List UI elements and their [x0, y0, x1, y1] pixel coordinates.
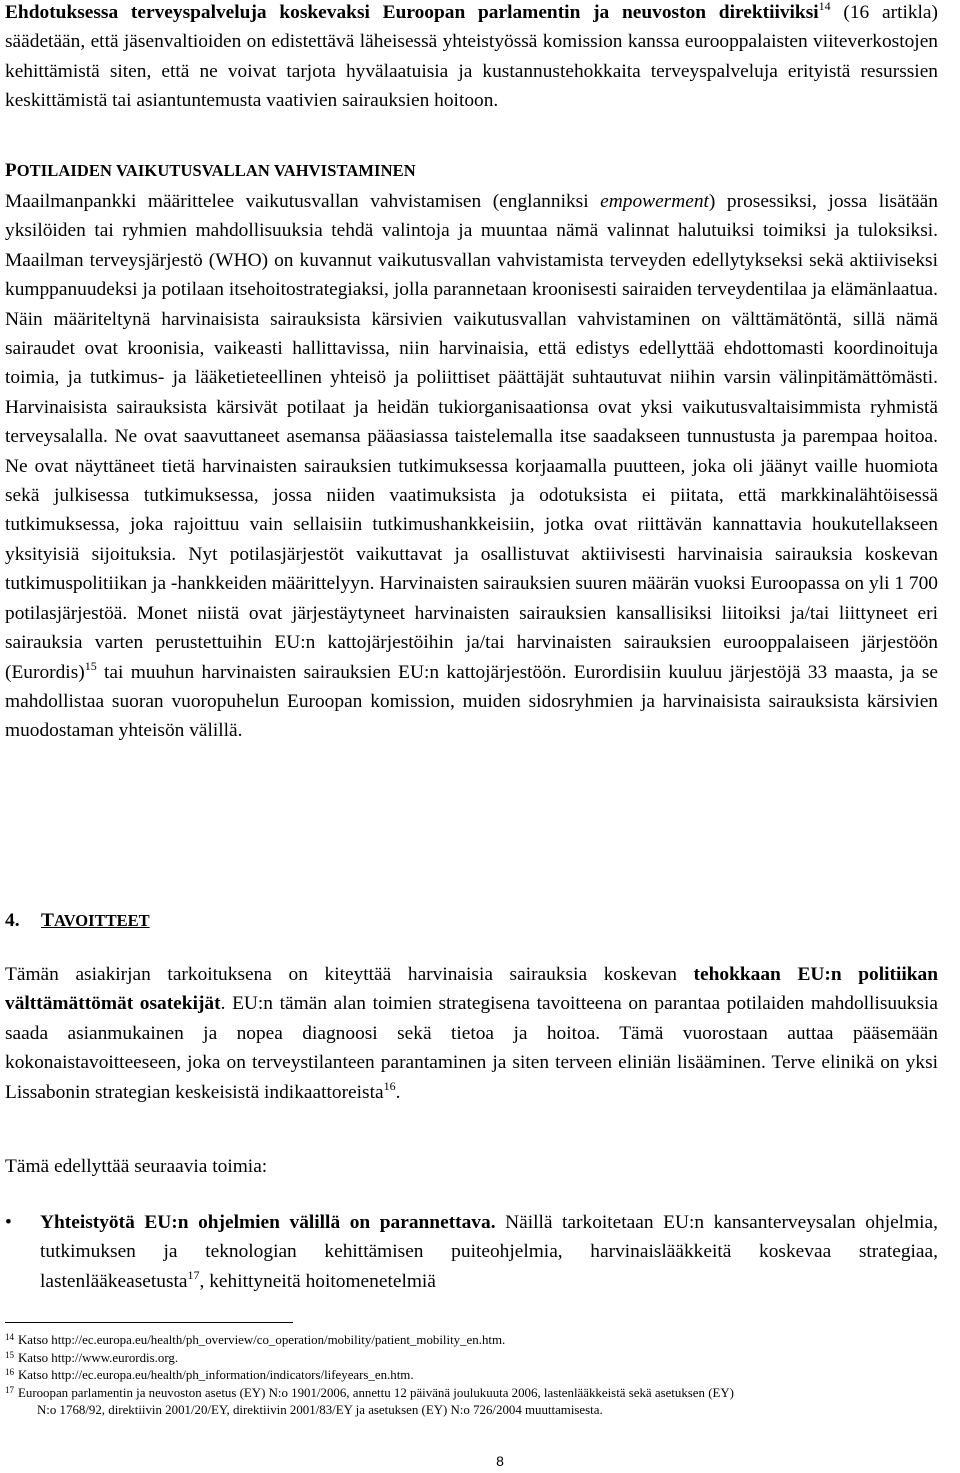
- body-text: Maailmanpankki määrittelee vaikutusvallan vahvistamisen (englanniksi: [5, 191, 601, 212]
- heading-rest: OTILAIDEN VAIKUTUSVALLAN VAHVISTAMINEN: [16, 161, 416, 180]
- footnote-16: [5, 1367, 945, 1385]
- footnote-text: Euroopan parlamentin ja neuvoston asetus (EY) N:o 1901/2006, annettu 12 päivänä joulukuuta 2006, lastenlääkkeistä sekä asetuksen (EY): [18, 1385, 734, 1400]
- footnote-17-continued: [5, 1402, 945, 1420]
- section-number: 4.: [5, 910, 20, 931]
- heading-initial: P: [5, 160, 17, 181]
- body-text: , kehittyneitä hoitomenetelmiä: [199, 1270, 436, 1292]
- footnote-ref-15[interactable]: 15: [84, 658, 97, 673]
- heading-initial: T: [41, 910, 54, 931]
- empowerment-paragraph: [5, 187, 938, 746]
- body-text: ) prosessiksi, jossa lisätään yksilöiden tai ryhmien mahdollisuuksia tehdä valintoja ja muuntaa nämä valinnat halutuiksi toimiksi ja tuloksiksi. Maailman terveysjärjestö (WHO) on kuvannut vaikutusvallan vahvistamista terveyden edellytykseksi sekä aktiiviseksi kumppanuudeksi ja potilaan itsehoitostrategiaksi, jolla parannetaan kroonisesti sairaiden terveydentilaa ja elämänlaatua. Näin määriteltynä harvinaisista sairauksista kärsivien vaikutusvallan vahvistaminen on välttämätöntä, sillä nämä sairaudet ovat kroonisia, vaikeasti hallittavissa, niin harvinaisia, että edistys edellyttää ehdottomasti koordinoituja toimia, ja tutkimus- ja lääketieteellinen yhteisö ja poliittiset päättäjät suhtautuvat niihin varsin välinpitämättömästi. Harvinaisista sairauksista kärsivät potilaat ja heidän tukiorganisaationsa ovat yksi vaikutusvaltaisimmista ryhmistä terveysalalla. Ne ovat saavuttaneet asemansa pääasiassa taistelemalla itse saadakseen tunnustusta ja parempaa hoitoa. Ne ovat näyttäneet tietä harvinaisten sairauksien tutkimuksessa korjaamalla puutteen, joka oli jäänyt vaille huomiota sekä julkisessa tutkimuksessa, jossa niiden vaatimuksista ja odotuksista ei piitata, että markkinalähtöisessä tutkimuksessa, joka rajoittuu vain sellaisiin tutkimushankkeisiin, jotka ovat riittävän kannattavia houkutellakseen yksityisiä sijoituksia. Nyt potilasjärjestöt vaikuttavat ja osallistuvat aktiivisesti harvinaisia sairauksia koskevan tutkimuspolitiikan ja -hankkeiden määrittelyyn. Harvinaisten sairauksien suuren määrän vuoksi Euroopassa on yli 1 700 potilasjärjestöä. Monet niistä ovat järjestäytyneet harvinaisten sairauksien kansallisiksi liitoiksi ja/tai liittyneet eri sairauksia varten perustettuihin EU:n kattojärjestöihin ja/tai harvinaisten sairauksien eurooppalaiseen järjestöön (Eurordis): [5, 191, 938, 683]
- body-text: tai muuhun harvinaisten sairauksien EU:n kattojärjestöön. Eurordisiin kuuluu järjestöjä 33 maasta, ja se mahdollistaa suoran vuoropuhelun Euroopan komission, muiden sidosryhmien ja harvinaisista sairauksista kärsivien muodostaman yhteisön välillä.: [5, 661, 938, 742]
- body-text: Näillä tarkoitetaan EU:n kansanterveysalan ohjelmia, tutkimuksen ja teknologian kehittämisen puiteohjelmia, harvinaislääkkeitä koskevaa strategiaa, lastenlääkeasetusta: [40, 1212, 938, 1292]
- footnote-text: N:o 1768/92, direktiivin 2001/20/EY, direktiivin 2001/83/EY ja asetuksen (EY) N:o 726/2004 muuttamisesta.: [37, 1403, 603, 1418]
- footnote-number: 16: [5, 1367, 14, 1378]
- footnote-text[interactable]: Katso http://www.eurordis.org.: [18, 1350, 179, 1365]
- body-bold: tehokkaan EU:n politiikan välttämättömät osatekijät: [5, 964, 938, 1015]
- bullet-icon: •: [5, 1212, 12, 1233]
- section-heading-empowerment: [5, 160, 416, 182]
- actions-list: [5, 1208, 938, 1296]
- footnote-15: [5, 1350, 945, 1368]
- intro-paragraph: [5, 0, 938, 116]
- body-text: . EU:n tämän alan toimien strategisena tavoitteena on parantaa potilaiden mahdollisuuksia saada asianmukainen ja nopea diagnoosi sekä tietoa ja hoitoa. Tämä vuorostaan auttaa pääsemään kokonaistavoitteeseen, joka on terveystilanteen parantaminen ja siten terveen eliniän lisääminen. Terve elinikä on yksi Lissabonin strategian keskeisistä indikaattoreista: [5, 993, 938, 1103]
- list-item: [5, 1208, 938, 1296]
- footnote-number: 17: [5, 1384, 14, 1395]
- footnote-17: [5, 1385, 945, 1403]
- body-emphasis: empowerment: [600, 191, 709, 212]
- footnote-number: 14: [5, 1332, 14, 1342]
- section-heading-objectives: [5, 910, 150, 932]
- footnote-number: 15: [5, 1349, 14, 1360]
- list-item-bold: Yhteistyötä EU:n ohjelmien välillä on parannettava.: [40, 1212, 496, 1233]
- intro-rest: (16 artikla) säädetään, että jäsenvaltioiden on edistettävä läheisessä yhteistyössä komission kanssa eurooppalaisten viiteverkostojen kehittämistä siten, että ne voivat tarjota hyvälaatuisia ja kustannustehokkaita terveyspalveluja erityistä resurssien keskittämistä tai asiantuntemusta vaativien sairauksien hoitoon.: [5, 2, 938, 112]
- footnote-ref-17[interactable]: 17: [187, 1267, 200, 1282]
- body-text: .: [395, 1081, 401, 1103]
- footnote-text[interactable]: Katso http://ec.europa.eu/health/ph_information/indicators/lifeyears_en.htm.: [18, 1368, 414, 1383]
- actions-intro: Tämä edellyttää seuraavia toimia:: [5, 1156, 268, 1177]
- page-number: 8: [496, 1453, 504, 1469]
- intro-lead: Ehdotuksessa terveyspalveluja koskevaksi Euroopan parlamentin ja neuvoston direktiiviksi: [5, 2, 819, 23]
- footnote-ref-14[interactable]: 14: [818, 0, 831, 13]
- footnote-14: [5, 1332, 945, 1350]
- objectives-paragraph: [5, 960, 938, 1107]
- footnote-text[interactable]: Katso http://ec.europa.eu/health/ph_overview/co_operation/mobility/patient_mobility_en.htm.: [18, 1333, 506, 1347]
- heading-rest: AVOITTEET: [53, 911, 150, 930]
- footnotes: [5, 1332, 945, 1420]
- body-text: Tämän asiakirjan tarkoituksena on kiteyttää harvinaisia sairauksia koskevan: [5, 964, 694, 985]
- footnote-ref-16[interactable]: 16: [383, 1078, 396, 1093]
- list-item-text: [40, 1208, 938, 1296]
- footnote-divider: [5, 1322, 293, 1323]
